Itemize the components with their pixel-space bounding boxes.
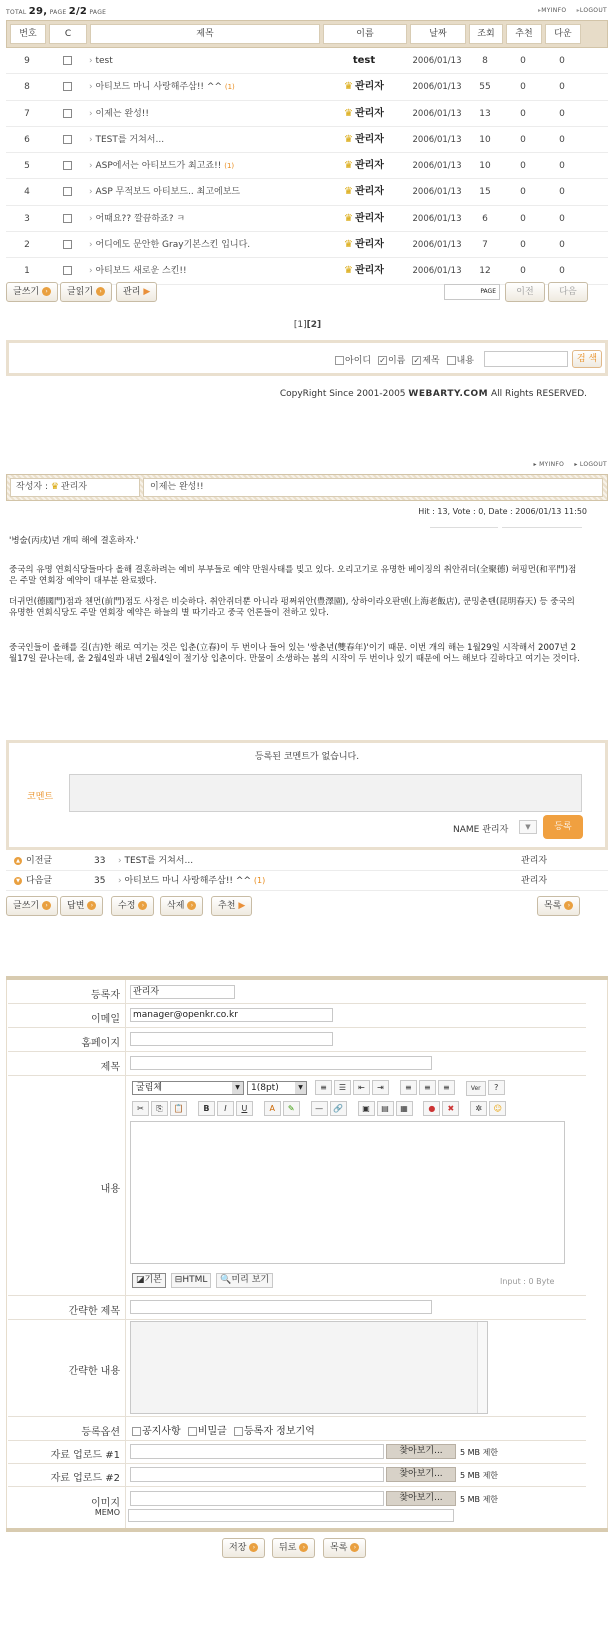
row-download: 0: [559, 82, 565, 93]
row-author[interactable]: ♛ 관리자: [344, 265, 384, 277]
page-link-2[interactable]: [2]: [306, 320, 322, 330]
link-icon[interactable]: 🔗: [330, 1101, 347, 1116]
table-row[interactable]: [6, 153, 608, 179]
circle-arrow-icon: ›: [564, 901, 573, 910]
image-input[interactable]: [130, 1491, 384, 1506]
memo-input[interactable]: [128, 1509, 454, 1522]
row-recommend: 0: [520, 187, 526, 198]
divider: [430, 527, 498, 528]
row-num: 2: [24, 240, 30, 251]
mode-html-tab[interactable]: ⊟HTML: [171, 1273, 212, 1288]
row-author[interactable]: ♛ 관리자: [344, 160, 384, 172]
row-download: 0: [559, 56, 565, 66]
option-subject-checkbox[interactable]: ✓: [413, 356, 421, 365]
upload2-input[interactable]: [130, 1467, 384, 1482]
header-recommend: 추천: [506, 24, 542, 44]
form-list-button[interactable]: 목록 ›: [323, 1538, 366, 1558]
row-num: 8: [24, 82, 30, 93]
row-checkbox[interactable]: [63, 109, 72, 118]
row-hits: 10: [479, 161, 491, 172]
row-hits: 13: [479, 108, 491, 119]
upload2-browse-button[interactable]: 찾아보기...: [386, 1467, 456, 1482]
align-right-icon[interactable]: ≡: [438, 1080, 455, 1095]
remove-format-icon[interactable]: ✖: [442, 1101, 459, 1116]
top-links: [530, 7, 607, 14]
row-checkbox[interactable]: [63, 187, 72, 196]
scrollbar[interactable]: [477, 1322, 487, 1413]
homepage-input[interactable]: [130, 1032, 333, 1046]
circle-arrow-icon: ›: [138, 901, 147, 910]
circle-arrow-icon: ›: [42, 901, 51, 910]
outdent-icon[interactable]: ⇤: [353, 1080, 370, 1095]
reply-button[interactable]: 답변 ›: [60, 896, 103, 916]
upload1-input[interactable]: [130, 1444, 384, 1459]
italic-icon[interactable]: I: [217, 1101, 234, 1116]
view-myinfo-link[interactable]: ▸ MYINFO: [533, 461, 565, 468]
register-options: 공지사항 비밀글 등록자 정보기억: [128, 1422, 315, 1437]
size-select[interactable]: 1(8pt) ▼: [247, 1081, 307, 1095]
row-num: 5: [24, 161, 30, 172]
myinfo-link[interactable]: ▸ MYINFO: [538, 7, 566, 14]
table-row[interactable]: [6, 179, 608, 205]
label-upload1: 자료 업로드 #1: [50, 1450, 120, 1461]
comment-box: [6, 740, 608, 850]
row-subject[interactable]: › ASP에서는 아티보드가 최고죠!! (1): [89, 153, 319, 179]
table-row[interactable]: [6, 127, 608, 153]
circle-arrow-icon: ›: [42, 287, 51, 296]
row-author[interactable]: ♛ 관리자: [344, 81, 384, 93]
upload1-browse-button[interactable]: 찾아보기...: [386, 1444, 456, 1459]
header-subject: 제목: [90, 24, 320, 44]
row-divider: [8, 1440, 586, 1441]
label-email: 이메일: [91, 1014, 120, 1025]
view-logout-link[interactable]: ▸ LOGOUT: [574, 461, 607, 468]
crown-icon: ♛: [344, 133, 353, 145]
table-row[interactable]: [6, 232, 608, 258]
next-button[interactable]: 다음: [548, 282, 588, 302]
table-row[interactable]: [6, 48, 608, 74]
row-recommend: 0: [520, 266, 526, 277]
row-download: 0: [559, 187, 565, 198]
nav-title[interactable]: › 아티보드 마니 사랑해주삼!! ^^ (1): [118, 871, 265, 891]
row-subject[interactable]: › 이제는 완성!!: [89, 101, 319, 127]
view-header: [6, 474, 608, 501]
row-checkbox-cell: [48, 258, 86, 284]
bold-icon[interactable]: B: [198, 1101, 215, 1116]
secret-checkbox[interactable]: [188, 1427, 197, 1436]
header-name: 이름: [323, 24, 407, 44]
row-checkbox-cell: [48, 101, 86, 127]
nav-num: 33: [94, 856, 106, 866]
next-post-row[interactable]: [6, 871, 608, 891]
header-download: 다운: [545, 24, 581, 44]
highlight-icon[interactable]: ✎: [283, 1101, 300, 1116]
crown-icon: ♛: [344, 239, 353, 251]
align-left-icon[interactable]: ≡: [400, 1080, 417, 1095]
row-hits: 7: [482, 240, 488, 251]
comment-count-badge: (1): [224, 162, 235, 171]
row-subject[interactable]: › test: [89, 48, 319, 74]
circle-arrow-icon: ›: [249, 1543, 258, 1552]
form-bottom-border: [6, 1528, 608, 1532]
table-row[interactable]: [6, 101, 608, 127]
table-header: [6, 20, 608, 48]
row-subject[interactable]: › 아티보드 새로운 스킨!!: [89, 258, 319, 284]
row-recommend: 0: [520, 134, 526, 145]
row-hits: 8: [482, 56, 488, 66]
underline-icon[interactable]: U: [236, 1101, 253, 1116]
delete-button[interactable]: 삭제 ›: [160, 896, 203, 916]
row-date: 2006/01/13: [412, 266, 462, 277]
row-hits: 15: [479, 187, 491, 198]
row-checkbox-cell: [48, 179, 86, 205]
post-nav: [6, 851, 608, 891]
header-check: C: [49, 24, 87, 44]
comment-name: NAME 관리자: [453, 825, 509, 835]
row-checkbox[interactable]: [63, 161, 72, 170]
horizontal-rule-icon[interactable]: —: [311, 1101, 328, 1116]
total-info: TOTAL 29, PAGE 2/2 PAGE: [6, 6, 107, 17]
chevron-down-icon: ▼: [14, 877, 22, 885]
comment-submit-button[interactable]: 등록: [543, 815, 583, 839]
nav-author: 관리자: [521, 876, 548, 886]
row-checkbox[interactable]: [63, 266, 72, 275]
row-download: 0: [559, 213, 565, 224]
no-comment-text: 등록된 코멘트가 없습니다.: [254, 752, 360, 762]
view-top-links: [526, 461, 607, 468]
row-divider: [8, 1319, 586, 1320]
prev-post-row[interactable]: [6, 851, 608, 871]
image-browse-button[interactable]: 찾아보기...: [386, 1491, 456, 1506]
row-divider: [8, 1003, 586, 1004]
help-icon[interactable]: ?: [488, 1080, 505, 1095]
short-subject-input[interactable]: [130, 1300, 432, 1314]
row-recommend: 0: [520, 213, 526, 224]
post-body: '병술(丙戌)년 개띠 해에 결혼하자.' 중국의 유명 연회식당들마다 올해 결혼하려는 예비 부부들로 예약 만원사태를 빚고 있다. 오리고기로 유명한 베이징의 취안쥐더(全聚德) 허핑먼(和平門)점은 주말 연회장 예약이 대부분 완료됐다. 더귀먼(德國門)점과 첸먼(前門)점도 사정은 비슷하다. 취안쥐더뿐 아니라 펑쩌위안(豊澤園), 상하이라오판뎬(上海老飯店), 쿤밍춘톈(昆明春天) 등 중국의 유명한 연회식당도 주말 연회장 예약은 하늘의 별 따기라고 중국 언론들이 전하고 있다. 중국인들이 올해를 길(吉)한 해로 여기는 것은 입춘(立春)이 두 번이나 들어 있는 '쌍춘년(雙春年)'이기 때문. 이번 개의 해는 1월29일 시작해서 2007년 2월17일 끝나는데, 올 2월4일과 내년 2월4일이 절기상 입춘이다. 만물이 소생하는 봄의 시작이 두 번이나 있기 때문에 어느 해보다 길하다고 여기는 것이다.: [9, 536, 580, 664]
table-icon[interactable]: ▦: [396, 1101, 413, 1116]
label-memo: MEMO: [94, 1508, 120, 1517]
row-download: 0: [559, 108, 565, 119]
row-recommend: 0: [520, 161, 526, 172]
comment-count-badge: (1): [224, 83, 235, 92]
search-input[interactable]: [484, 351, 568, 367]
row-download: 0: [559, 266, 565, 277]
row-recommend: 0: [520, 108, 526, 119]
row-divider: [8, 1463, 586, 1464]
row-date: 2006/01/13: [412, 161, 462, 172]
row-checkbox[interactable]: [63, 214, 72, 223]
play-arrow-icon: ▶: [143, 287, 151, 297]
mode-basic-tab[interactable]: ◪기본: [132, 1273, 166, 1288]
font-select[interactable]: 굴림체 ▼: [132, 1081, 244, 1095]
row-download: 0: [559, 161, 565, 172]
row-checkbox-cell: [48, 74, 86, 100]
row-checkbox[interactable]: [63, 240, 72, 249]
save-button[interactable]: 저장 ›: [222, 1538, 265, 1558]
row-checkbox-cell: [48, 232, 86, 258]
view-write-button[interactable]: 글쓰기 ›: [6, 896, 58, 916]
emoticon-icon[interactable]: ☺: [489, 1101, 506, 1116]
upload2-limit: 5 MB 제한: [460, 1471, 499, 1480]
align-center-icon[interactable]: ≡: [419, 1080, 436, 1095]
logout-link[interactable]: ▸ LOGOUT: [577, 7, 607, 14]
row-hits: 12: [479, 266, 491, 277]
paste-icon[interactable]: 📋: [170, 1101, 187, 1116]
chevron-down-icon: ▼: [232, 1082, 243, 1094]
row-date: 2006/01/13: [412, 56, 462, 66]
circle-arrow-icon: ›: [299, 1543, 308, 1552]
edit-button[interactable]: 수정 ›: [111, 896, 154, 916]
circle-arrow-icon: ›: [87, 901, 96, 910]
copyright: CopyRight Since 2001-2005 WEBARTY.COM All Rights RESERVED.: [279, 389, 587, 399]
crown-icon: ♛: [344, 107, 353, 119]
cut-icon[interactable]: ✂: [132, 1101, 149, 1116]
row-divider: [8, 1295, 586, 1296]
nav-label: 이전글: [26, 856, 53, 866]
row-download: 0: [559, 240, 565, 251]
row-date: 2006/01/13: [412, 213, 462, 224]
row-recommend: 0: [520, 56, 526, 66]
crown-icon: ♛: [47, 482, 59, 492]
row-subject[interactable]: › 어디에도 문안한 Gray기본스킨 입니다.: [89, 232, 319, 258]
row-hits: 55: [479, 82, 491, 93]
post-title: 이제는 완성!!: [143, 478, 603, 497]
label-upload2: 자료 업로드 #2: [50, 1473, 120, 1484]
row-author[interactable]: ♛ 관리자: [344, 107, 384, 119]
email-input[interactable]: manager@openkr.co.kr: [130, 1008, 333, 1022]
comment-count-badge: (1): [253, 876, 266, 885]
row-checkbox-cell: [48, 48, 86, 74]
row-checkbox[interactable]: [63, 56, 72, 65]
play-arrow-icon: ▶: [238, 901, 246, 911]
crown-icon: ♛: [344, 265, 353, 277]
toolbar-row-1: [315, 1080, 507, 1096]
circle-arrow-icon: ›: [96, 287, 105, 296]
label-short-subject: 간략한 제목: [68, 1306, 120, 1317]
row-subject[interactable]: › 어때요?? 깔끔하죠? ㅋ: [89, 206, 319, 232]
label-subject: 제목: [100, 1062, 120, 1073]
form-column-divider: [125, 980, 126, 1531]
circle-arrow-icon: ›: [350, 1543, 359, 1552]
row-hits: 6: [482, 213, 488, 224]
view-list-button[interactable]: 목록 ›: [537, 896, 580, 916]
row-subject[interactable]: › 아티보드 마니 사랑해주삼!! ^^ (1): [89, 74, 319, 100]
page-input[interactable]: PAGE: [444, 284, 500, 300]
search-options: 아이디 ✓ 이름 ✓ 제목 내용: [331, 353, 474, 366]
toolbar-row-2: [132, 1101, 508, 1116]
notice-checkbox[interactable]: [132, 1427, 141, 1436]
subject-input[interactable]: [130, 1056, 432, 1070]
crown-icon: ♛: [344, 212, 353, 224]
nav-title[interactable]: › TEST를 거쳐서...: [118, 851, 193, 871]
unordered-list-icon[interactable]: ☰: [334, 1080, 351, 1095]
row-divider: [8, 1075, 586, 1076]
ordered-list-icon[interactable]: ≡: [315, 1080, 332, 1095]
read-button[interactable]: 글읽기 ›: [60, 282, 112, 302]
row-checkbox-cell: [48, 206, 86, 232]
table-row[interactable]: [6, 74, 608, 100]
row-checkbox-cell: [48, 127, 86, 153]
writer-input[interactable]: 관리자: [130, 985, 235, 999]
nav-label: 다음글: [26, 876, 53, 886]
post-list: [6, 48, 608, 285]
option-content-checkbox[interactable]: [447, 356, 456, 365]
row-checkbox-cell: [48, 153, 86, 179]
special-char-icon[interactable]: ✲: [470, 1101, 487, 1116]
manage-button[interactable]: 관리 ▶: [116, 282, 157, 302]
font-color-icon[interactable]: A: [264, 1101, 281, 1116]
divider: [502, 527, 582, 528]
option-id-checkbox[interactable]: [335, 356, 344, 365]
back-button[interactable]: 뒤로 ›: [272, 1538, 315, 1558]
nav-author: 관리자: [521, 856, 548, 866]
chevron-down-icon: ▼: [525, 823, 531, 831]
row-hits: 10: [479, 134, 491, 145]
nav-num: 35: [94, 876, 106, 886]
editor-mode-tabs: [132, 1273, 275, 1288]
version-icon[interactable]: Ver: [466, 1081, 486, 1096]
crown-icon: ♛: [344, 160, 353, 172]
row-num: 6: [24, 134, 30, 145]
row-date: 2006/01/13: [412, 240, 462, 251]
media-icon[interactable]: ▤: [377, 1101, 394, 1116]
row-num: 9: [24, 56, 30, 66]
label-content: 내용: [100, 1184, 120, 1195]
post-meta: Hit : 13, Vote : 0, Date : 2006/01/13 11:50: [418, 507, 587, 516]
row-checkbox[interactable]: [63, 135, 72, 144]
upload1-limit: 5 MB 제한: [460, 1448, 499, 1457]
search-button[interactable]: 검 색: [572, 350, 602, 368]
row-num: 4: [24, 187, 30, 198]
comment-textarea[interactable]: [69, 774, 582, 812]
row-num: 7: [24, 108, 30, 119]
table-row[interactable]: [6, 258, 608, 284]
label-short-content: 간략한 내용: [68, 1366, 120, 1377]
row-author[interactable]: ♛ 관리자: [344, 133, 384, 145]
row-download: 0: [559, 134, 565, 145]
row-date: 2006/01/13: [412, 134, 462, 145]
row-author[interactable]: ♛ 관리자: [344, 212, 384, 224]
image-icon[interactable]: ▣: [358, 1101, 375, 1116]
write-button[interactable]: 글쓰기 ›: [6, 282, 58, 302]
row-divider: [8, 1416, 586, 1417]
circle-arrow-icon: ›: [187, 901, 196, 910]
content-editor[interactable]: [130, 1121, 565, 1264]
header-date: 날짜: [410, 24, 466, 44]
header-num: 번호: [10, 24, 46, 44]
row-date: 2006/01/13: [412, 187, 462, 198]
row-divider: [8, 1027, 586, 1028]
recommend-button[interactable]: 추천 ▶: [211, 896, 252, 916]
short-content-textarea[interactable]: [130, 1321, 488, 1414]
row-date: 2006/01/13: [412, 82, 462, 93]
image-limit: 5 MB 제한: [460, 1495, 499, 1504]
comment-label: 코멘트: [27, 792, 54, 802]
row-num: 3: [24, 213, 30, 224]
row-author[interactable]: ♛ 관리자: [344, 186, 384, 198]
label-options: 등록옵션: [81, 1427, 120, 1438]
row-author[interactable]: ♛ 관리자: [344, 239, 384, 251]
chevron-down-icon: ▼: [295, 1082, 306, 1094]
label-homepage: 홈페이지: [81, 1038, 120, 1049]
row-author[interactable]: test: [352, 55, 376, 66]
author-cell: 작성자 : ♛ 관리자: [10, 478, 140, 497]
copy-icon[interactable]: ⎘: [151, 1101, 168, 1116]
row-date: 2006/01/13: [412, 108, 462, 119]
table-row[interactable]: [6, 206, 608, 232]
row-divider: [8, 1486, 586, 1487]
search-bar: [6, 340, 608, 376]
prev-button[interactable]: 이전: [505, 282, 545, 302]
remember-checkbox[interactable]: [234, 1427, 243, 1436]
indent-icon[interactable]: ⇥: [372, 1080, 389, 1095]
input-byte-count: Input : 0 Byte: [500, 1277, 555, 1286]
label-image: 이미지: [91, 1498, 120, 1509]
flash-icon[interactable]: ●: [423, 1101, 440, 1116]
row-subject[interactable]: › ASP 무적보드 아티보드.. 최고에보드: [89, 179, 319, 205]
row-checkbox[interactable]: [63, 82, 72, 91]
row-num: 1: [24, 266, 30, 277]
crown-icon: ♛: [344, 186, 353, 198]
header-hits: 조회: [469, 24, 503, 44]
pagination: [0, 320, 615, 330]
chevron-up-icon: ▲: [14, 857, 22, 865]
row-subject[interactable]: › TEST를 거쳐서...: [89, 127, 319, 153]
comment-name-dropdown[interactable]: [519, 820, 537, 834]
crown-icon: ♛: [344, 81, 353, 93]
row-recommend: 0: [520, 240, 526, 251]
page-link-1[interactable]: [1]: [293, 320, 307, 330]
row-divider: [8, 1051, 586, 1052]
mode-preview-tab[interactable]: 🔍미리 보기: [216, 1273, 273, 1288]
label-writer: 등록자: [91, 990, 120, 1001]
option-name-checkbox[interactable]: ✓: [379, 356, 386, 365]
row-recommend: 0: [520, 82, 526, 93]
